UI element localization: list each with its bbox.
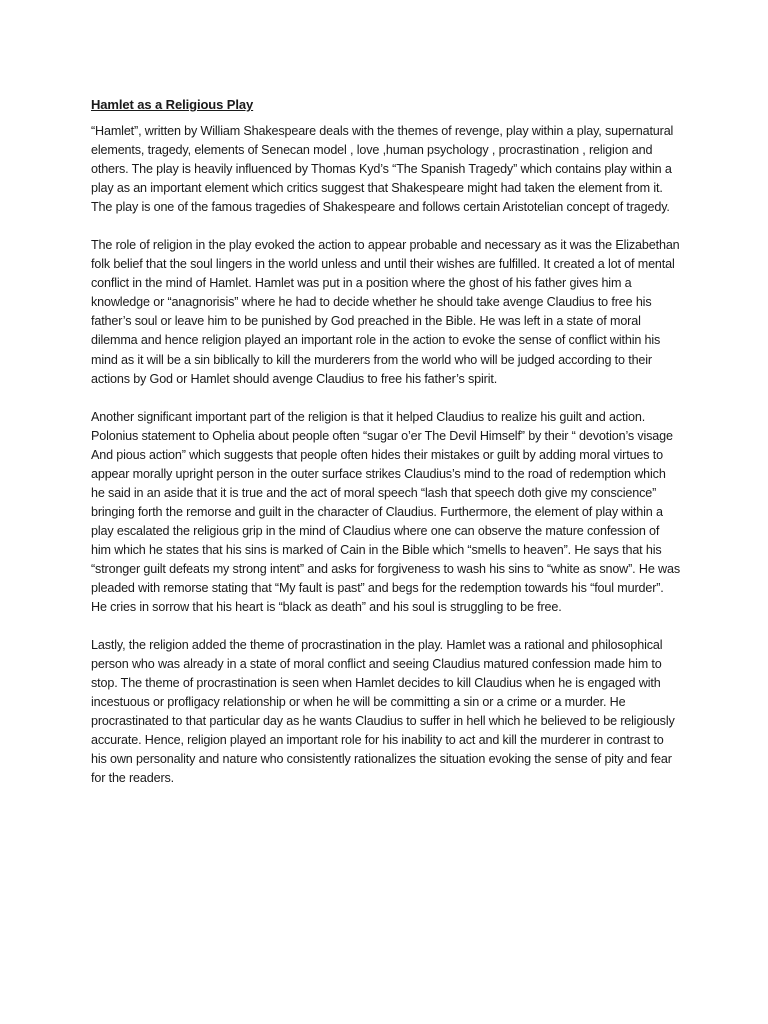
document-title: Hamlet as a Religious Play bbox=[91, 97, 254, 112]
paragraph-2: The role of religion in the play evoked the action to appear probable and necessary as it was the Elizabethan folk belief that the soul lingers in the world unless and until their wishes are fulfilled. It created a lot of mental conflict in the mind of Hamlet. Hamlet was put in a position where the ghost of his father gives him a knowledge or “anagnorisis” where he had to decide whether he should take avenge Claudius to free his father’s soul or leave him to be punished by God preached in the Bible. He was left in a state of moral dilemma and hence religion played an important role in the action to evoke the sense of conflict within his mind as it will be a sin biblically to kill the murderers from the world who will be judged according to their actions by God or Hamlet should avenge Claudius to free his father’s spirit. bbox=[91, 238, 680, 386]
paragraph-4: Lastly, the religion added the theme of procrastination in the play. Hamlet was a rational and philosophical person who was already in a state of moral conflict and seeing Claudius matured confession made him to stop. The theme of procrastination is seen when Hamlet decides to kill Claudius when he is engaged with incestuous or profligacy relationship or when he will be committing a sin or a crime or a murder. He procrastinated to that particular day as he wants Claudius to suffer in hell which he believed to be religiously accurate. Hence, religion played an important role for his inability to act and kill the murderer in contrast to his own personality and nature who consistently rationalizes the situation evoking the sense of pity and fear for the readers. bbox=[91, 638, 675, 786]
paragraph-3: Another significant important part of the religion is that it helped Claudius to realize his guilt and action. Polonius statement to Ophelia about people often “sugar o’er The Devil Himself” by their “ devotion’s visage And pious action” which suggests that people often hides their mistakes or guilt by adding moral virtues to appear morally upright person in the outer surface strikes Claudius’s mind to the road of redemption which he said in an aside that it is true and the act of moral speech “lash that speech doth give my conscience” bringing forth the remorse and guilt in the character of Claudius. Furthermore, the element of play within a play escalated the religious grip in the mind of Claudius where one can observe the mature confession of him which he states that his sins is marked of Cain in the Bible which “smells to heaven”. He says that his “stronger guilt defeats my strong intent” and asks for forgiveness to wash his sins to “white as snow”. He was pleaded with remorse stating that “My fault is past” and begs for the redemption towards his “foul murder”. He cries in sorrow that his heart is “black as death” and his soul is struggling to be free. bbox=[91, 409, 680, 615]
paragraph-1: “Hamlet”, written by William Shakespeare deals with the themes of revenge, play within a play, supernatural elements, tragedy, elements of Senecan model , love ,human psychology , procrastination , religion and others. The play is heavily influenced by Thomas Kyd’s “The Spanish Tragedy” which contains play within a play as an important element which critics suggest that Shakespeare might had taken the element from it. The play is one of the famous tragedies of Shakespeare and follows certain Aristotelian concept of tragedy. bbox=[91, 124, 674, 215]
